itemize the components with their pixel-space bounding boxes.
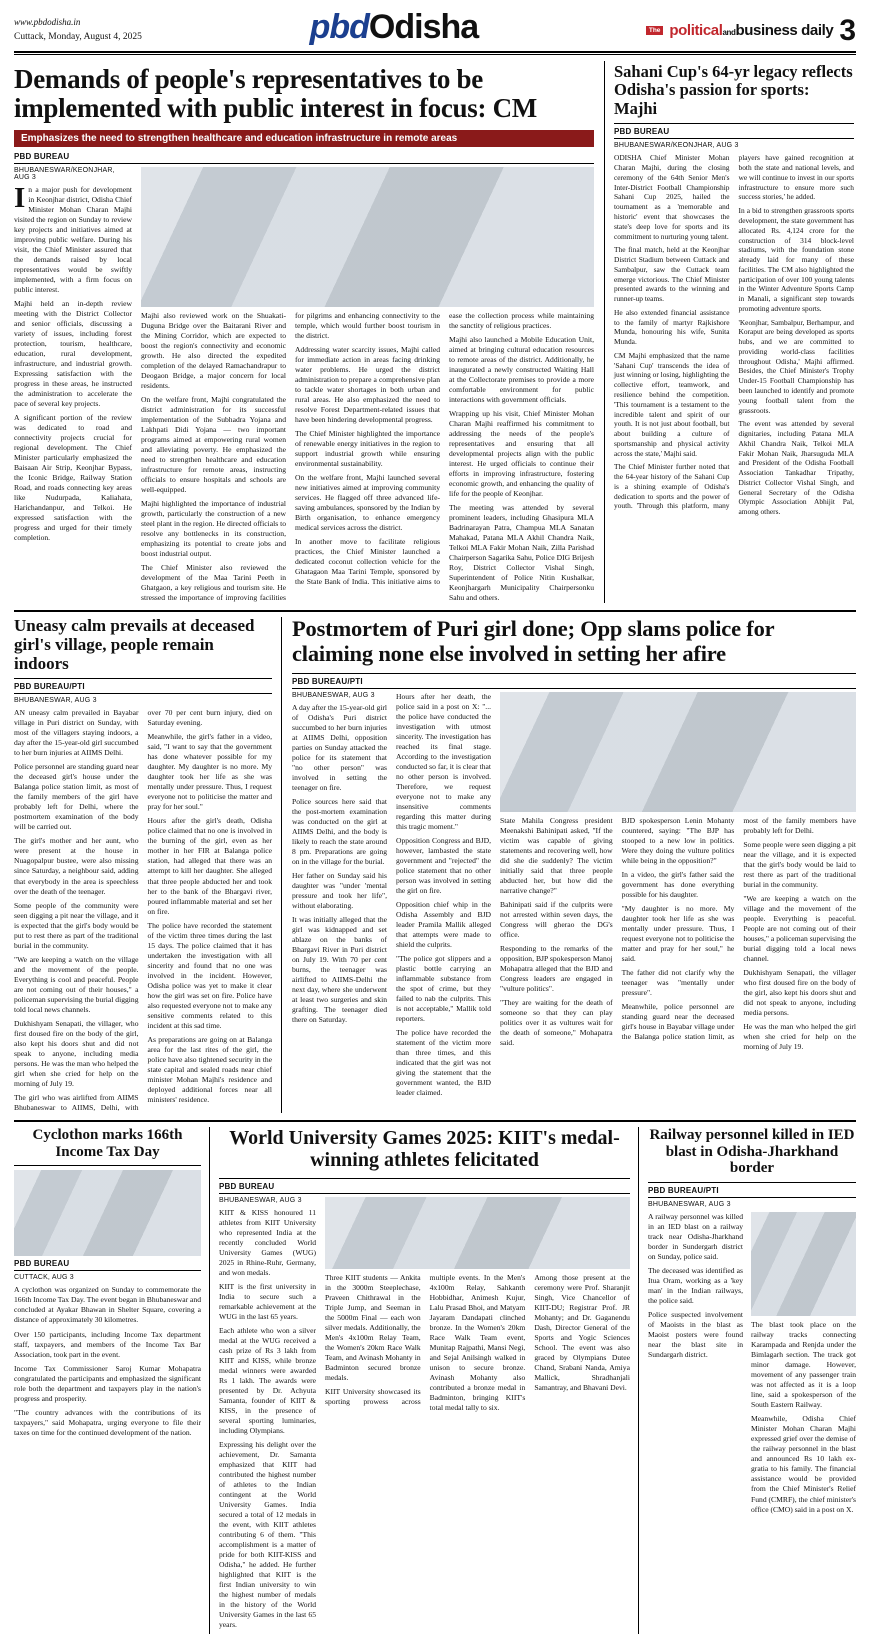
kiit-story [219,1127,639,1634]
uneasy-para-4: "We are keeping a watch on the village and the movement of the people. Everything is cool and peaceful. People are not coming out of their houses," a policeman supervising the burial digging told local news channels. [14,954,139,1014]
masthead-left [14,16,142,44]
edition-place-date: Cuttack, Monday, August 4, 2025 [14,31,142,42]
uneasy-para-6: The girl who was airlifted from AIIMS Bhubaneswar to AIIMS, Delhi, with over 70 per cent burn injury, died on Saturday evening. [14,708,272,1112]
kiit-para-0: KIIT & KISS honoured 11 athletes from KIIT University who represented India at the recently concluded World University Games (WUG) 2025 in Rhine-Ruhr, Germany, and won medals. [219,1207,316,1277]
postmortem-para-8: The police have recorded the statement of the victim more than three times, and this indicated that the girl was not giving the statement that the government wanted, the BJD leader claimed. [396,1028,491,1098]
postmortem-byline: PBD BUREAU/PTI [292,676,363,686]
uneasy-story [14,617,282,1113]
kiit-para-2: Each athlete who won a silver medal at the WUG received a cash prize of Rs 3 lakh from KIIT and KISS, while bronze medal winners were awarded Rs 1 lakh. The awards were presented by Dr. Achyuta Samanta, founder of KIIT & KISS, in the presence of several sporting luminaries, including Olympians. [219,1325,316,1435]
logo-odisha: Odisha [368,8,479,46]
postmortem-para-9: State Mahila Congress president Meenakshi Bahinipati asked, "If the victim was capable of giving statements and recovering well, how did she die suddenly? The victim initially said that three people abducted her, but how did the narrative change?" [500,815,613,895]
tagline-daily: daily [801,22,834,39]
postmortem-photo [500,692,856,812]
tagline-and: and [722,28,736,37]
bottom-section [14,1120,856,1634]
postmortem-para-14: In a video, the girl's father said the government has done everything possible for his daughter. [621,869,735,899]
railway-para-1: The deceased was identified as Itua Oram, working as a 'key man' in the Indian railways, the police said. [648,1266,743,1306]
sahani-para-1: The final match, held at the Keonjhar District Stadium between Cuttack and Sambalpur, saw the Cuttack team emerge victorious. The Chief Minister presented awards to the winning and runner-up teams. [614,245,730,304]
uneasy-headline: Uneasy calm prevails at deceased girl's village, people remain indoors [14,616,255,673]
railway-para-4: Meanwhile, Odisha Chief Minister Mohan Charan Majhi expressed grief over the demise of the railway personnel in the blast and announced Rs 10 lakh ex-gratia to his family. The financial assistance would be provided from the Chief Minister's Relief Fund (CMRF), the chief minister's office (CMO) said in a post on X. [751,1414,856,1514]
postmortem-para-16: The father did not clarify why the teenager was "mentally under pressure". [621,967,735,997]
website-url[interactable]: www.pbdodisha.in [14,17,81,28]
railway-headline: Railway personnel killed in IED blast in Odisha-Jharkhand border [649,1126,855,1177]
logo-pbd: pbd [309,8,369,46]
railway-byline: PBD BUREAU/PTI [648,1186,719,1196]
lead-para-3: Majhi also reviewed work on the Shuakati-Duguna Bridge over the Baitarani River and the Mining Corridor, which are expected to boost the region's connectivity and economic growth. He also directed the expedited completion of the delayed Ramachandrapur to Deogaon Bridge, a major concern for local residents. [141,310,286,390]
middle-section [14,610,856,1113]
postmortem-para-17: Meanwhile, police personnel are standing guard near the deceased girl's house in Bayabar village under the Balanga police station limit, as most of the family members have probably left for Delhi. [621,815,856,1041]
lead-para-7: Addressing water scarcity issues, Majhi called for immediate action in areas facing drinking water problems. He urged the district administration to prepare a comprehensive plan to tackle water shortages in both urban and rural areas. He also emphasized the need to resolve Forest Department-related issues that have been hindering developmental progress. [295,344,440,424]
lead-para-9: On the welfare front, Majhi launched several new initiatives aimed at improving community services. He flagged off three advanced life-saving ambulances, sponsored by the Indian by Birth organisation, to enhance emergency medical services across the district. [295,472,440,533]
tagline-business: business [735,22,798,39]
uneasy-para-9: The police have recorded the statement of the victim three times during the last 15 days. The police claimed that it has undertaken the investigation with all sincerity and found that no one was involved in the incident. However, Odisha police was yet to make it clear how the girl was set on fire. Police have also requested everyone not to make any sensitive comments related to this incident at this sad time. [147,920,272,1030]
uneasy-para-1: Police personnel are standing guard near the deceased girl's house under the Balanga police station limit, as most of the family members of the girl have probably left for Delhi, where the postmortem examination of the body will be carried out. [14,762,139,832]
postmortem-para-19: "We are keeping a watch on the village and the movement of the people. Everything is peaceful. People are not coming out of their houses," a policeman supervising the burial digging told a local news channel. [743,893,856,963]
tagline [669,22,833,39]
postmortem-para-3: It was initially alleged that the girl was kidnapped and set ablaze on the banks of Bhargavi River in Puri district on July 19. With 70 per cent burns, the teenager was airlifted to AIIMS-Delhi the next day, where she underwent at least two surgeries and skin grafting. The teenager died there on Saturday. [292,915,387,1025]
postmortem-para-18: Some people were seen digging a pit near the village, and it is expected that the girl's body would be laid to rest there as part of the traditional burial in the community. [743,839,856,889]
masthead-rule-thick [14,51,856,53]
lead-photo [141,167,594,307]
lead-dateline: BHUBANESWAR/KEONJHAR, AUG 3 [14,166,115,181]
top-section [14,61,856,603]
sahani-para-0: ODISHA Chief Minister Mohan Charan Majhi, during the closing ceremony of the 64th Senior Men's Inter-District Football Championship Sahani Cup 2025, hailed the tournament as a 'memorable and historic' event that showcases the state's deep love for sports and its commitment to nurturing young talent. [614,153,730,241]
postmortem-para-2: Her father on Sunday said his daughter was "under 'mental pressure and took her life", without elaborating. [292,870,387,910]
page-number: 3 [839,14,856,47]
kiit-para-3: Expressing his delight over the achievement, Dr. Samanta emphasized that KIIT had contributed the highest number of athletes to the Indian contingent at the World University Games. India secured a total of 12 medals in the event, with KIIT athletes contributing 6 of them. "This accomplishment is a matter of pride for both KIIT-KISS and Odisha," he added. He further highlighted that KIIT is the first Indian university to win the highest number of medals in the history of the World University Games in the last 65 years. [219,1439,316,1630]
masthead [14,10,856,48]
cyclothon-byline: PBD BUREAU [14,1259,70,1269]
masthead-right [646,14,856,47]
lead-para-13: The meeting was attended by several prominent leaders, including Ghasipura MLA Badrinarayan Patra, Champua MLA Sanatan Mahakad, Patana MLA Akhil Chandra Naik, Telkoi MLA Fakir Mohan Naik, Zilla Parishad Chairperson Sagarika Sahu, Police DIG Brijesh Roy, District Collector Vishal Singh, Superintendent of Police Nitin Kushalkar, Keonjhargarh Municipality Chairpersonku Sahu and others. [449,503,594,603]
cyclothon-story [14,1127,210,1634]
postmortem-para-10: Bahinipati said if the culprits were not arrested within seven days, the Congress will gherao the DG's office. [500,899,613,939]
sahani-para-3: CM Majhi emphasized that the name 'Sahani Cup' transcends the idea of just winning or losing, highlighting the collective effort, teamwork, and resilience behind the competition. 'This tournament is a testament to the incredible talent and spirit of our youth. It is not just about football, but about building a culture of sportsmanship and physical activity across the state,' Majhi said. [614,350,730,458]
uneasy-dateline: BHUBANESWAR, AUG 3 [14,697,97,705]
lead-para-12: Wrapping up his visit, Chief Minister Mohan Charan Majhi reaffirmed his commitment to addressing the needs of the people's representatives and ensuring that all developmental projects align with the public interest. He urged officials to continue their efforts in improving infrastructure, fostering economic growth, and enhancing the quality of life for the people of Keonjhar. [449,408,594,499]
railway-dateline: BHUBANESWAR, AUG 3 [648,1201,731,1209]
kiit-headline: World University Games 2025: KIIT's medal-winning athletes felicitated [229,1126,620,1172]
sahani-para-2: He also extended financial assistance to the family of martyr Rajkishore Munda, honouring his wife, Sunita Munda. [614,307,730,347]
cyclothon-headline: Cyclothon marks 166th Income Tax Day [32,1126,183,1160]
kiit-photo [325,1197,630,1269]
lead-headline: Demands of people's representatives to be implemented with public interest in focus: CM [14,64,537,123]
postmortem-dateline: BHUBANESWAR, AUG 3 [292,691,375,699]
railway-para-0: A railway personnel was killed in an IED blast on a railway track near Odisha-Jharkhand border in Sundergarh district on Sunday, police said. [648,1212,743,1262]
uneasy-para-2: The girl's mother and her aunt, who were present at the house in Nuagopalpur bustee, were also missing since Saturday, a neighbour said, adding that everybody in the area is speechless over the death of the teenager. [14,836,139,896]
lead-para-2: A significant portion of the review was dedicated to road and connectivity projects crucial for regional development. The Chief Minister particularly emphasized the Baisaan Air Strip, Keonjhar Bypass, the Iconic Bridge, Railway Station Road, and roads connecting key areas like Nudurpada, Kaliahata, Harichandanpur, and Telkoi. He expressed satisfaction with the progress and urged for their timely completion. [14,413,132,543]
masthead-logo [142,10,646,44]
kiit-dateline: BHUBANESWAR, AUG 3 [219,1196,302,1204]
railway-photo [751,1212,856,1316]
railway-para-3: The blast took place on the railway tracks connecting Karampada and Renjda under the Bimlagarh section. The track got minor damage. However, movement of any passenger train was not affected as it is a loop line, said a spokesperson of the South Eastern Railway. [751,1320,856,1410]
postmortem-para-6: Opposition chief whip in the Odisha Assembly and BJD leader Pramila Mallik alleged that attempts were made to shield the culprits. [396,900,491,950]
lead-para-1: Majhi held an in-depth review meeting with the District Collector and senior officials, discussing a variety of issues, including forest protection, tourism, healthcare, education, rural development, infrastructure, and industrial growth. Expressing satisfaction with the progress in these areas, he instructed the administration to accelerate the pace of several key projects. [14,298,132,409]
kiit-para-1: KIIT is the first university in India to secure such a remarkable achievement at the WUG in the last 65 years. [219,1281,316,1321]
sahani-para-6: 'Keonjhar, Sambalpur, Berhampur, and Koraput are being developed as sports hubs, and we are committed to providing world-class facilities throughout Odisha,' Majhi affirmed. Besides, the Chief Minister's Trophy Under-15 Football Championship has been launched to identify and promote young football talent from the grassroots. [738,317,854,415]
uneasy-para-5: Dukhishyam Senapati, the villager, who first doused fire on the body of the girl, also kept his doors shut and did not speak to anyone, including media persons. He was the man who helped the girl when she cried for help on the morning of July 19. [14,1018,139,1088]
lead-para-6: The Chief Minister also reviewed the development of the Maa Tarini Peeth in Ghatgaon, a key religious and tourism site. He stressed the importance of improving facilities for pilgrims and enhancing connectivity to the temple, which would further boost tourism in the district. [141,310,440,603]
lead-para-8: The Chief Minister highlighted the importance of renewable energy initiatives in the region to support industrial growth while ensuring environmental sustainability. [295,428,440,468]
cyclothon-photo [14,1170,201,1256]
uneasy-para-10: As preparations are going on at Balanga area for the last rites of the girl, the police have also tightened security in the state capital and sealed roads near chief minister Mohan Majhi's residence and deployed additional forces near all ministers' residence. [147,1034,272,1104]
kiit-byline: PBD BUREAU [219,1181,275,1191]
the-badge: The [646,26,664,35]
sahani-byline: PBD BUREAU [614,127,670,137]
postmortem-para-20: Dukhishyam Senapati, the villager who first doused fire on the body of the girl, also kept his doors shut and did not speak to anyone, including media persons. [743,967,856,1017]
uneasy-para-0: AN uneasy calm prevailed in Bayabar village in Puri district on Sunday, with most of the villagers staying indoors, a day after the 15-year-old girl succumbed to her burn injuries at AIIMS Delhi. [14,708,139,758]
kiit-para-5: KIIT University showcased its sporting prowess across multiple events. In the Men's 4x100m Relay, Sahkanth Hobbidhar, Animesh Kujur, Lalu Prasad Bhoi, and Matyam Jayaram Dandapati clinched bronze. In the Women's 20km Race Walk Team event, Munitap Rajpathi, Mansi Negi, and Sejal Anilsingh walked in unison to secure bronze. Avinash Mohanty also contributed a bronze medal in Badminton, bringing KIIT's total medal tally to six. [325,1272,526,1412]
railway-para-2: Police suspected involvement of Maoists in the blast as Maoist posters were found near the blast site in Sundargarh district. [648,1310,743,1360]
lead-byline: PBD BUREAU [14,151,70,161]
postmortem-para-15: "My daughter is no more. My daughter took her life as she was mentally under pressure. Thus, I request everyone not to politicise the matter and pray for her soul," he said. [621,903,735,963]
postmortem-para-0: A day after the 15-year-old girl of Odisha's Puri district succumbed to her burn injuries at AIIMS Delhi, opposition parties on Sunday attacked the police for its statement that "no other person" was involved in setting the teenager on fire. [292,702,387,792]
cyclothon-para-3: "The country advances with the contributions of its taxpayers," said Mohapatra, urging everyone to file their taxes on time for the continued development of the nation. [14,1407,201,1437]
cyclothon-dateline: CUTTACK, AUG 3 [14,1274,74,1282]
sahani-para-7: The event was attended by several dignitaries, including Patana MLA Akhil Chandra Naik, Telkoi MLA Fakir Mohan Naik, Jharsuguda MLA and President of the Odisha Football Association Tankadhar Tripathy, District Collector Vishal Singh, and General Secretary of the Odisha Olympic Association Abhijit Pal, among others. [738,419,854,517]
lead-para-10: In another move to facilitate religious practices, the Chief Minister launched a dedicated coconut collection vehicle for the Ghatagaon Maa Tarini Temple, sponsored by the State Bank of India. This initiative aims to ease the collection process while maintaining the sanctity of religious practices. [295,310,594,587]
cyclothon-para-1: Over 150 participants, including Income Tax department staff, taxpayers, and members of the Income Tax Bar Association, took part in the event. [14,1329,201,1359]
uneasy-para-7: Meanwhile, the girl's father in a video, said, "I want to say that the government has done whatever possible for my daughter. My daughter is no more. My daughter took her life as she was mentally under pressure. Thus, I request everyone not to politicise the matter and pray for her soul." [147,732,272,812]
railway-story [648,1127,856,1634]
postmortem-para-4: Hours after her death, the police said in a post on X: "... the police have conducted the investigation with utmost sincerity. The investigation has reached its final stage. According to the investigation conducted so far, it is clear that no other person is involved. Therefore, we request everyone not to make any insensitive comments regarding this matter during this tragic moment." [396,691,491,831]
cyclothon-para-0: A cyclothon was organized on Sunday to commemorate the 166th Income Tax Day. The event began in Bhubaneswar and concluded at Ayakar Bhawan in Shelter Square, covering a distance of approximately 30 kilometres. [14,1285,201,1325]
uneasy-para-3: Some people of the community were seen digging a pit near the village, and it is expected that the girl's body would be put to rest there as part of the traditional burial in the community. [14,900,139,950]
sahani-para-4: The Chief Minister further noted that the 64-year history of the Sahani Cup is a shining example of Odisha's dedication to sports and the power of youth. 'Through this platform, many players have gained recognition at both the state and national levels, and we will continue to invest in our sports infrastructure to ensure more such success stories,' he added. [614,153,854,511]
postmortem-para-11: Responding to the remarks of the opposition, BJP spokesperson Manoj Mohapatra alleged that the BJD and Congress leaders are engaged in "vulture politics". [500,943,613,993]
postmortem-para-13: BJD spokesperson Lenin Mohanty countered, saying: "The BJP has stooped to a new low in politics. Were they doing the vulture politics while being in the opposition?" [621,815,735,865]
sahani-para-5: In a bid to strengthen grassroots sports development, the state government has allocated Rs. 4,124 crore for the construction of 314 block-level stadiums, with the foundation stone already laid for many of these facilities. The CM also highlighted the participation of over 100 young talents in the Winter Adventure Sports Camp in Manali, a significant step towards promoting adventure sports. [738,206,854,313]
sahani-story [604,61,854,603]
cyclothon-para-2: Income Tax Commissioner Saroj Kumar Mohapatra congratulated the participants and emphasized the significant role both the department and taxpayers play in the nation's progress and prosperity. [14,1363,201,1403]
postmortem-para-1: Police sources here said that the post-mortem examination was conducted on the girl at AIIMS Delhi, and the body is likely to reach the state around 8 pm. Preparations are going on in the village for the burial. [292,796,387,866]
lead-para-4: On the welfare front, Majhi congratulated the district administration for its successful implementation of the Subhadra Yojana and Lakhpati Didi Yojana — two important programs aimed at empowering rural women and alleviating poverty. He emphasized the need to strengthen healthcare and education infrastructure for remote areas, instructing officials to ensure hospitals and schools are well-equipped. [141,394,286,495]
lead-para-0: In a major push for development in Keonjhar district, Odisha Chief Minister Mohan Charan Majhi visited the region on Sunday to review key projects and initiatives aimed at improving public welfare. During his visit, the Chief Minister assured that the demands raised by local representatives would be swiftly implemented, with a firm focus on public interest. [14,181,132,294]
lead-kicker: Emphasizes the need to strengthen healthcare and education infrastructure in remote areas [14,130,594,147]
lead-para-11: Majhi also launched a Mobile Education Unit, aimed at bringing cultural education resources to remote areas of the district. Additionally, he inaugurated a newly constructed Waiting Hall at the Collectorate premises to provide a more comfortable environment for public interactions with government officials. [449,334,594,404]
uneasy-byline: PBD BUREAU/PTI [14,682,85,692]
postmortem-para-12: "They are waiting for the death of someone so that they can play politics over it as vultures wait for the death of someone," Mohapatra said. [500,997,613,1048]
kiit-para-6: Among those present at the ceremony were Prof. Sharanjit Singh, Vice Chancellor of KIIT-DU; Registrar Prof. JR Mohanty; and Dr. Gaganendu Dash, Director General of the Sports and Yogic Sciences School. The event was also graced by Olympians Dutee Chand, Srabani Nanda, Amiya Mallick, Shradhanjali Samantray, and Bhavani Devi. [534,1272,630,1392]
sahani-headline: Sahani Cup's 64-yr legacy reflects Odisha's passion for sports: Majhi [614,62,853,118]
masthead-rule-thin [14,54,856,55]
postmortem-headline: Postmortem of Puri girl done; Opp slams police for claiming none else involved in setting her afire [292,616,775,666]
lead-story [14,61,594,603]
lead-para-5: Majhi highlighted the importance of industrial growth, particularly the construction of a new steel plant in the region. He directed officials to resolve any bottlenecks in its construction, emphasizing its potential to create jobs and boost industrial output. [141,499,286,559]
kiit-para-4: Three KIIT students — Ankita in the 3000m Steeplechase, Praveen Chithrawal in the Triple Jump, and Seeman in the 5000m Final — each won silver medals. Additionally, the Men's 4x100m Relay Team, the Women's 20km Race Walk Team, and Avinash Mohanty in Badminton secured bronze medals. [325,1272,421,1382]
sahani-dateline: BHUBANESWAR/KEONJHAR, AUG 3 [614,142,739,150]
tagline-political: political [669,22,723,39]
postmortem-para-5: Opposition Congress and BJD, however, lambasted the state government and "rejected" the police statement that no other person was involved in setting the girl on fire. [396,835,491,895]
postmortem-story [292,617,856,1113]
postmortem-para-7: "The police got slippers and a plastic bottle carrying an inflammable substance from the spot of crime, but they failed to nab the culprits. This is not acceptable," Mallik told reporters. [396,954,491,1024]
uneasy-para-8: Hours after the girl's death, Odisha police claimed that no one is involved in the burning of the girl, even as her mother in her FIR at Balanga police station, had alleged that there was an attempt to kill her daughter. She alleged that three people abducted her and took her to the bank of the Bhargavi river, poured inflammable material and set her on fire. [147,816,272,916]
postmortem-para-21: He was the man who helped the girl when she cried for help on the morning of July 19. [743,1021,856,1052]
